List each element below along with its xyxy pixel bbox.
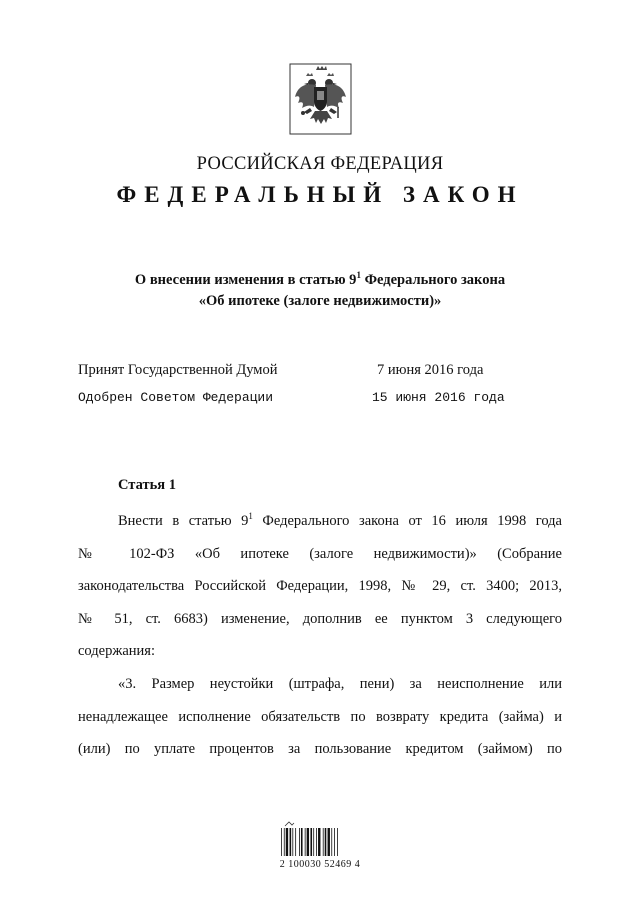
council-approval-label: Одобрен Советом Федерации xyxy=(78,390,274,405)
document-barcode xyxy=(279,820,361,856)
barcode-number: 2 100030 52469 4 xyxy=(279,859,361,870)
country-name: РОССИЙСКАЯ ФЕДЕРАЦИЯ xyxy=(196,154,444,174)
law-title xyxy=(0,270,640,312)
law-title-line-1: О внесении изменения в статью $9^1$ Федерального закона xyxy=(134,270,506,288)
paragraph-line: «3. Размер неустойки (штрафа, пени) за неисполнение или xyxy=(118,676,562,692)
council-approval-date: 15 июня 2016 года xyxy=(372,390,505,405)
law-type-heading: ФЕДЕРАЛЬНЫЙ ЗАКОН xyxy=(116,182,524,207)
coat-of-arms-emblem xyxy=(289,63,352,135)
article-1-heading: Статья 1 xyxy=(118,477,176,493)
paragraph-line: Внести в статью $9^1$ Федерального закона от 16 июля 1998 года xyxy=(118,511,562,529)
article-1-paragraph-2 xyxy=(78,668,562,766)
paragraph-line: № 102-ФЗ «Об ипотеке (залоге недвижимости)» (Собрание xyxy=(78,545,562,562)
paragraph-line: содержания: xyxy=(78,643,156,660)
paragraph-line: законодательства Российской Федерации, 1998, № 29, ст. 3400; 2013, xyxy=(78,578,562,595)
law-title-line-2: «Об ипотеке (залоге недвижимости)» xyxy=(198,293,442,309)
paragraph-line: ненадлежащее исполнение обязательств по возврату кредита (займа) и xyxy=(78,708,562,725)
paragraph-line: № 51, ст. 6683) изменение, дополнив ее пунктом 3 следующего xyxy=(78,610,562,627)
duma-adoption-date: 7 июня 2016 года xyxy=(377,362,484,378)
paragraph-line: (или) по уплате процентов за пользование кредитом (займом) по xyxy=(78,741,562,758)
article-1-paragraph-1 xyxy=(78,505,562,668)
duma-adoption-label: Принят Государственной Думой xyxy=(78,362,278,378)
